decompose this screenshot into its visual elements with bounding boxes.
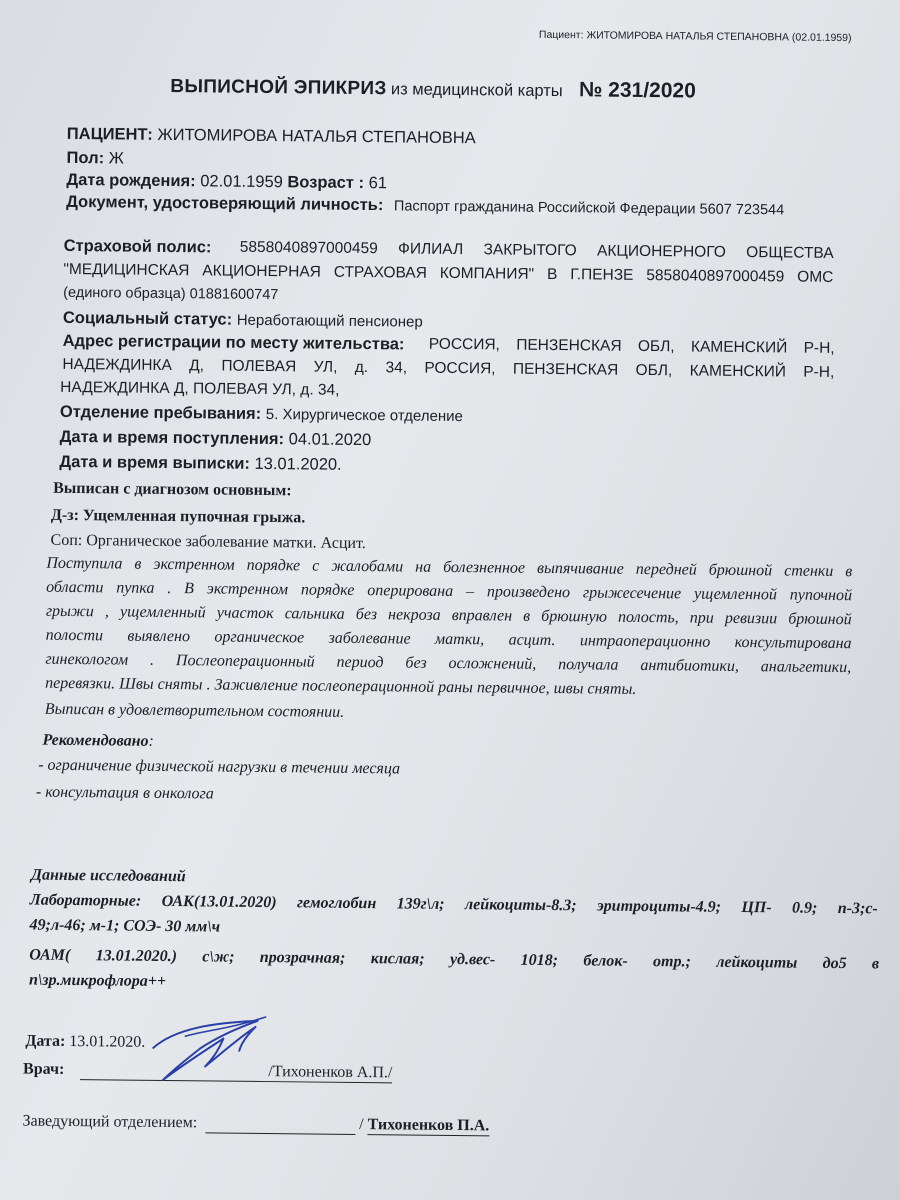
diagnosis-heading: Выписан с диагнозом основным: bbox=[53, 479, 292, 500]
insurance-label: Страховой полис: bbox=[63, 236, 212, 257]
lab-line-1: Лабораторные: ОАК(13.01.2020) гемоглобин 139г\л; лейкоциты-8.3; эритроциты-4.9; ЦП- 0.9; п-3;с- bbox=[29, 891, 878, 918]
discharge-row: Дата и время выписки: 13.01.2020. bbox=[59, 452, 342, 474]
narrative-line-4: полости выявлено органическое заболевание матки, асцит. интраоперационно консультирована bbox=[45, 626, 852, 653]
narrative-line-3: грыжи , ущемленный участок сальника без некроза вправлен в брюшную полость, при ревизии брюшной bbox=[45, 602, 852, 629]
discharge-date: 13.01.2020. bbox=[254, 454, 342, 474]
address-line-3: НАДЕЖДИНКА Д, ПОЛЕВАЯ УЛ, д. 34, bbox=[60, 378, 340, 399]
patient-name: ЖИТОМИРОВА НАТАЛЬЯ СТЕПАНОВНА bbox=[157, 125, 476, 148]
document-row: Документ, удостоверяющий личность: Паспорт гражданина Российской Федерации 5607 723544 bbox=[66, 192, 785, 219]
narrative-line-2: области пупка . В экстренном порядке оперирована – произведено грыжесечение ущемленной пупочной bbox=[46, 578, 853, 605]
address-label: Адрес регистрации по месту жительства: bbox=[62, 331, 405, 354]
lab-line-2: 49;л-46; м-1; СОЭ- 30 мм\ч bbox=[29, 916, 221, 936]
urine-line-2: п\зр.микрофлора++ bbox=[28, 971, 167, 990]
recommendations-heading: Рекомендовано: bbox=[42, 731, 154, 750]
address-line-1: Адрес регистрации по месту жительства: РОССИЯ, ПЕНЗЕНСКАЯ ОБЛ, КАМЕНСКИЙ Р-Н, bbox=[62, 331, 835, 357]
title-mid: из медицинской карты bbox=[390, 80, 563, 101]
card-number: № 231/2020 bbox=[578, 78, 696, 103]
research-heading: Данные исследований bbox=[31, 866, 186, 886]
head-name: Тихоненков П.А. bbox=[367, 1116, 490, 1135]
admission-row: Дата и время поступления: 04.01.2020 bbox=[59, 427, 372, 450]
doctor-row: Врач: /Тихоненков А.П./ bbox=[22, 1060, 393, 1082]
dob-value: 02.01.1959 bbox=[200, 172, 283, 192]
doctor-signature bbox=[145, 1008, 276, 1089]
department-row: Отделение пребывания: 5. Хирургическое отделение bbox=[59, 402, 463, 426]
department-value: 5. Хирургическое отделение bbox=[265, 406, 463, 426]
urine-line-1: ОАМ( 13.01.2020.) с\ж; прозрачная; кислая; уд.вес- 1018; белок- отр.; лейкоциты до5 в bbox=[29, 946, 880, 973]
document-value: Паспорт гражданина Российской Федерации 5607 723544 bbox=[393, 198, 785, 219]
head-signature-line bbox=[205, 1114, 355, 1135]
patient-name-row: ПАЦИЕНТ: ЖИТОМИРОВА НАТАЛЬЯ СТЕПАНОВНА bbox=[66, 124, 476, 148]
insurance-line-3: (единого образца) 01881600747 bbox=[63, 284, 279, 304]
narrative-line-5: гинекологом . Послеоперационный период без осложнений, получала антибиотики, анальгетики, bbox=[45, 650, 852, 677]
social-status-row: Социальный статус: Неработающий пенсионер bbox=[62, 308, 423, 331]
admission-date: 04.01.2020 bbox=[288, 430, 372, 450]
age-value: 61 bbox=[368, 174, 388, 193]
discharge-state: Выписан в удовлетворительном состоянии. bbox=[44, 700, 345, 721]
address-line-2: НАДЕЖДИНКА Д, ПОЛЕВАЯ УЛ, д. 34, РОССИЯ, ПЕНЗЕНСКАЯ ОБЛ, КАМЕНСКИЙ Р-Н, bbox=[62, 355, 835, 381]
head-of-department-row: Заведующий отделением: / Тихоненков П.А. bbox=[22, 1112, 490, 1135]
sex-value: Ж bbox=[108, 149, 125, 168]
diagnosis-secondary: Соп: Органическое заболевание матки. Асцит. bbox=[50, 531, 366, 553]
signature-date: 13.01.2020. bbox=[69, 1032, 146, 1051]
narrative-line-1: Поступила в экстренном порядке с жалобами на болезненное выпячивание передней брюшной стенки в bbox=[46, 554, 853, 581]
recommendation-item: - консультация в онколога bbox=[35, 783, 214, 803]
title-main: ВЫПИСНОЙ ЭПИКРИЗ bbox=[170, 75, 387, 100]
doctor-name: /Тихоненков А.П./ bbox=[268, 1063, 393, 1082]
date-row: Дата: 13.01.2020. bbox=[25, 1032, 146, 1051]
narrative-line-6: перевязки. Швы сняты . Заживление послеоперационной раны первичное, швы сняты. bbox=[45, 674, 637, 698]
recommendation-item: - ограничение физической нагрузки в течении месяца bbox=[38, 756, 401, 778]
dob-row: Дата рождения: 02.01.1959 Возраст : 61 bbox=[66, 170, 388, 193]
insurance-line-2: "МЕДИЦИНСКАЯ АКЦИОНЕРНАЯ СТРАХОВАЯ КОМПАНИЯ" В Г.ПЕНЗЕ 5858040897000459 ОМС bbox=[63, 260, 834, 286]
document-title bbox=[170, 74, 696, 104]
social-status-value: Неработающий пенсионер bbox=[236, 311, 423, 331]
header-patient-line: Пациент: ЖИТОМИРОВА НАТАЛЬЯ СТЕПАНОВНА (02.01.1959) bbox=[538, 28, 852, 45]
insurance-line-1: Страховой полис: 5858040897000459 ФИЛИАЛ ЗАКРЫТОГО АКЦИОНЕРНОГО ОБЩЕСТВА bbox=[63, 236, 834, 262]
sex-row: Пол: Ж bbox=[66, 148, 125, 168]
diagnosis-main: Д-з: Ущемленная пупочная грыжа. bbox=[50, 506, 306, 527]
